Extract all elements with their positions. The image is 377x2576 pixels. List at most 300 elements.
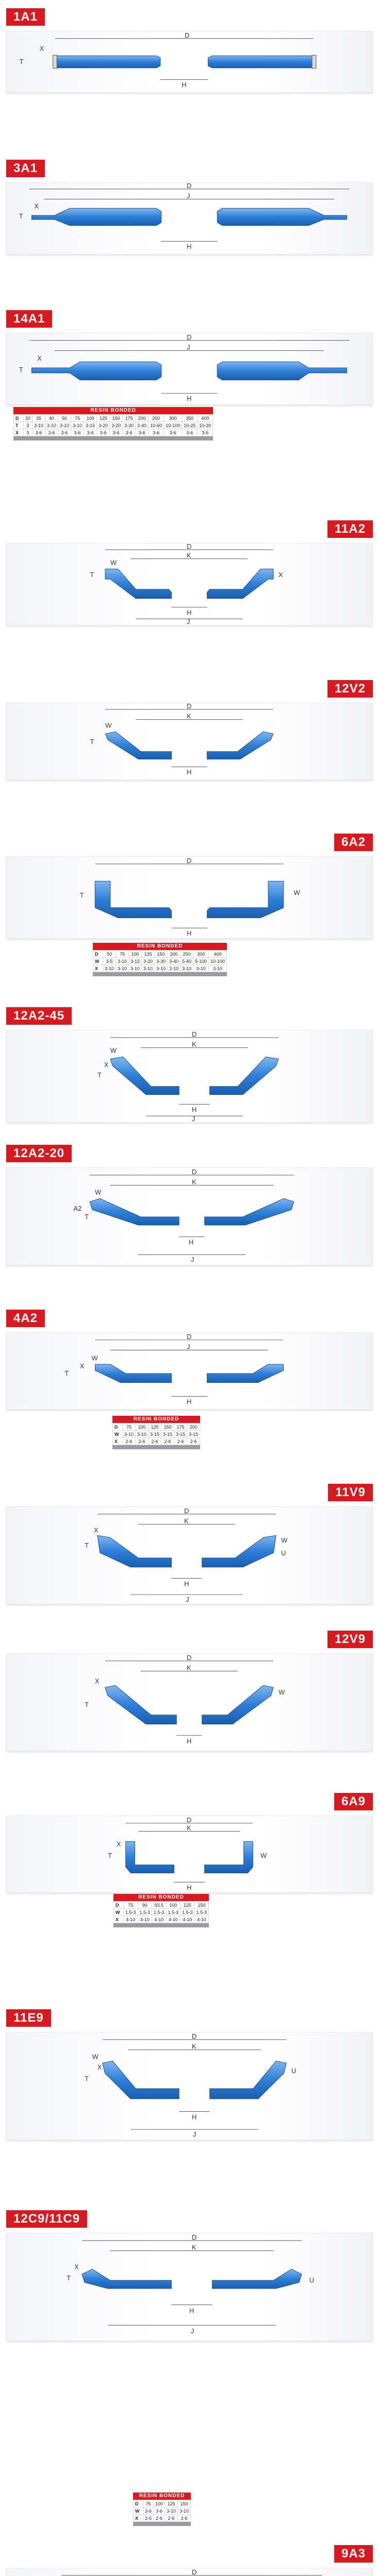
table-cell: 3-10: [178, 2507, 191, 2515]
dim-h: H: [187, 929, 192, 938]
table-cell: 4-10: [152, 1916, 167, 1923]
table-cell: 300: [164, 415, 182, 422]
table-row: [14, 422, 213, 429]
dim-k: K: [187, 1664, 191, 1672]
table-cell: 3-5: [103, 958, 116, 965]
table-cell: 10-25: [182, 422, 198, 429]
section-12v2: [0, 680, 377, 783]
resin-bonded-table: [112, 1416, 200, 1449]
table-footer-bar: [112, 1445, 200, 1449]
dim-x: X: [74, 2263, 79, 2271]
table-cell: 2-6: [161, 1438, 174, 1445]
diagram-panel: [6, 2568, 373, 2576]
diagram-panel: [6, 1816, 373, 1893]
dim-a2: A2: [73, 1205, 82, 1213]
wheel-type-label: 11A2: [327, 520, 373, 538]
table-cell: 3-6: [58, 429, 71, 436]
table-cell: 2-6: [178, 2515, 191, 2522]
table-cell: 125: [165, 2500, 178, 2507]
row-label: D: [14, 415, 24, 422]
resin-bonded-table: [113, 1894, 209, 1927]
dim-x: X: [37, 354, 42, 363]
table-cell: 4-10: [194, 1916, 209, 1923]
table-cell: 2-6: [154, 2515, 165, 2522]
table-cell: 3-6: [97, 429, 110, 436]
wheel-diagram-12c9-11c9: [7, 2233, 372, 2341]
dim-u: U: [291, 2067, 297, 2075]
table-cell: 150: [161, 1423, 174, 1431]
table-cell: 3-20: [142, 958, 155, 965]
table-cell: 3-15: [149, 1431, 161, 1438]
table-cell: 3-10: [155, 965, 168, 972]
dim-j: J: [192, 2130, 196, 2139]
dim-x: X: [34, 202, 39, 210]
dim-t: T: [64, 1369, 69, 1377]
dim-t: T: [85, 1541, 89, 1550]
dim-u: U: [281, 1549, 286, 1557]
dim-w: W: [91, 1354, 98, 1362]
table-cell: 75: [124, 1902, 138, 1909]
dim-x: X: [93, 1526, 99, 1534]
table-cell: 4-10: [181, 1916, 195, 1923]
wheel-diagram-1a1: [7, 31, 372, 92]
table-cell: 2-6: [123, 1438, 136, 1445]
dim-h: H: [187, 395, 192, 403]
dim-h: H: [182, 81, 187, 89]
spec-table: [133, 2500, 191, 2522]
table-cell: 300: [193, 951, 209, 958]
table-cell: 3-10: [193, 965, 209, 972]
dim-w: W: [293, 889, 300, 897]
dim-t: T: [85, 1700, 89, 1708]
table-cell: 150: [155, 951, 168, 958]
dim-w: W: [105, 721, 112, 730]
table-footer-bar: [13, 436, 213, 440]
diagram-panel: [6, 1167, 373, 1265]
table-row: [114, 1916, 209, 1923]
table-cell: 3-10: [116, 958, 129, 965]
dim-k: K: [187, 1824, 191, 1832]
dim-d: D: [184, 1507, 189, 1515]
dim-w: W: [281, 1536, 288, 1545]
wheel-type-label: 3A1: [6, 160, 45, 177]
table-cell: 1.5-3: [181, 1909, 195, 1916]
table-row: [113, 1438, 200, 1445]
table-cell: 1.5-3: [152, 1909, 167, 1916]
wheel-diagram-11v9: [7, 1507, 372, 1604]
table-cell: 200: [168, 951, 181, 958]
dim-w: W: [94, 1188, 102, 1196]
table-cell: 3-10: [165, 2507, 178, 2515]
table-cell: 3-15: [174, 1431, 187, 1438]
table-row: [14, 429, 213, 436]
dim-w: W: [110, 1046, 117, 1055]
table-cell: 1.5-3: [124, 1909, 138, 1916]
diagram-panel: [6, 333, 373, 405]
table-cell: 4-10: [166, 1916, 181, 1923]
table-cell: 3-6: [154, 2507, 165, 2515]
spec-table: [93, 950, 227, 972]
table-cell: 3-40: [168, 958, 181, 965]
table-cell: 3: [24, 429, 32, 436]
table-footer-bar: [113, 1923, 209, 1927]
section-12v9: [0, 1631, 377, 1754]
table-row: [113, 1431, 200, 1438]
table-row: [93, 951, 227, 958]
row-label: X: [114, 1916, 124, 1923]
table-cell: 3-10: [129, 965, 142, 972]
table-footer-bar: [93, 972, 227, 976]
table-cell: 50: [103, 951, 116, 958]
section-11e9: [0, 2009, 377, 2143]
dim-j: J: [190, 1256, 194, 1264]
row-label: D: [114, 1902, 124, 1909]
table-cell: 3-10: [181, 965, 193, 972]
table-cell: 75: [123, 1423, 136, 1431]
dim-j: J: [187, 343, 190, 351]
wheel-type-label: 6A2: [334, 834, 373, 851]
table-cell: 150: [194, 1902, 209, 1909]
section-6a2: [0, 834, 377, 942]
table-cell: 3-6: [32, 429, 45, 436]
section-4a2: [0, 1310, 377, 1413]
dim-h: H: [184, 1580, 189, 1588]
dim-t: T: [19, 365, 23, 374]
resin-bonded-table: [133, 2493, 191, 2526]
dim-x: X: [278, 571, 283, 579]
table-cell: 3-15: [129, 958, 142, 965]
wheel-diagram-6a9: [7, 1816, 372, 1892]
table-cell: 200: [136, 415, 149, 422]
table-cell: 2-6: [136, 1438, 149, 1445]
wheel-diagram-4a2: [7, 1333, 372, 1409]
table-row: [93, 965, 227, 972]
dim-x: X: [79, 1362, 85, 1370]
dim-d: D: [191, 1168, 197, 1176]
table-cell: 3-10: [58, 422, 71, 429]
table-title: RESIN BONDED: [113, 1894, 209, 1901]
dim-d: D: [191, 2032, 197, 2040]
dim-x: X: [94, 1677, 100, 1685]
table-cell: 100: [136, 1423, 149, 1431]
diagram-panel: [6, 1332, 373, 1410]
dim-d: D: [191, 2568, 197, 2576]
row-label: D: [113, 1423, 123, 1431]
table-cell: 3-40: [136, 422, 149, 429]
dim-h: H: [191, 1106, 197, 1114]
dim-d: D: [187, 703, 192, 710]
diagram-panel: [6, 703, 373, 780]
diagram-panel: [6, 1653, 373, 1751]
wheel-diagram-12a2-45: [7, 1030, 372, 1122]
dim-t: T: [108, 1851, 112, 1859]
dim-h: H: [189, 1238, 194, 1246]
dim-t: T: [85, 1212, 89, 1221]
section-12a2-45: [0, 1007, 377, 1126]
dim-d: D: [191, 1030, 197, 1038]
table-cell: 93.5: [152, 1902, 167, 1909]
row-label: X: [113, 1438, 123, 1445]
section-3a1: [0, 160, 377, 258]
table-cell: 350: [182, 415, 198, 422]
dim-h: H: [187, 608, 192, 617]
table-cell: 175: [123, 415, 136, 422]
table-row: [114, 1909, 209, 1916]
row-label: X: [134, 2515, 143, 2522]
diagram-panel: [6, 31, 373, 93]
table-cell: 75: [116, 951, 129, 958]
section-14a1: [0, 310, 377, 408]
table-cell: 100: [84, 415, 97, 422]
wheel-type-label: 12V9: [327, 1631, 373, 1648]
table-cell: 3-6: [149, 429, 164, 436]
table-cell: 3-6: [198, 429, 213, 436]
dim-t: T: [79, 891, 84, 899]
table-cell: 5-40: [181, 958, 193, 965]
section-6a9: [0, 1793, 377, 1896]
row-label: X: [14, 429, 24, 436]
table-cell: 100: [129, 951, 142, 958]
diagram-panel: [6, 2233, 373, 2341]
wheel-diagram-14a1: [7, 333, 372, 404]
diagram-panel: [6, 856, 373, 939]
row-label: W: [113, 1431, 123, 1438]
table-cell: 3-15: [84, 422, 97, 429]
table-cell: 3-15: [187, 1431, 200, 1438]
wheel-type-label: 12C9/11C9: [6, 2210, 87, 2228]
table-row: [134, 2507, 191, 2515]
resin-bonded-table: [93, 943, 227, 976]
dim-j: J: [190, 2327, 194, 2335]
table-cell: 150: [178, 2500, 191, 2507]
table-cell: 10-60: [149, 422, 164, 429]
dim-x: X: [104, 1061, 109, 1069]
section-11a2: [0, 520, 377, 629]
table-cell: 75: [71, 415, 84, 422]
table-cell: 400: [198, 415, 213, 422]
wheel-type-label: 11E9: [6, 2009, 51, 2027]
table-footer-bar: [133, 2522, 191, 2526]
table-cell: 2-10: [168, 965, 181, 972]
table-cell: 100: [154, 2500, 165, 2507]
table-cell: 3-10: [136, 1431, 149, 1438]
section-11v9: [0, 1484, 377, 1607]
table-cell: 3-6: [110, 429, 123, 436]
table-cell: 4-10: [124, 1916, 138, 1923]
dim-j: J: [187, 618, 190, 625]
dim-d: D: [187, 544, 192, 550]
table-cell: 1.5-3: [138, 1909, 152, 1916]
row-label: X: [93, 965, 103, 972]
table-title: RESIN BONDED: [93, 943, 227, 950]
row-label: W: [114, 1909, 124, 1916]
table-cell: 2-6: [143, 2515, 154, 2522]
table-cell: 125: [97, 415, 110, 422]
dim-k: K: [191, 2042, 196, 2050]
dim-h: H: [187, 768, 192, 776]
wheel-diagram-11e9: [7, 2032, 372, 2140]
dim-h: H: [187, 1398, 192, 1406]
wheel-diagram-3a1: [7, 183, 372, 254]
diagram-panel: [6, 543, 373, 625]
wheel-diagram-12v9: [7, 1654, 372, 1751]
table-cell: 125: [149, 1423, 161, 1431]
dim-t: T: [90, 571, 94, 579]
table-cell: 3-6: [136, 429, 149, 436]
table-cell: 3-15: [161, 1431, 174, 1438]
dim-k: K: [187, 551, 191, 560]
table-cell: 175: [174, 1423, 187, 1431]
spec-table: [13, 414, 213, 436]
table-cell: 250: [181, 951, 193, 958]
table-cell: 5-100: [193, 958, 209, 965]
table-cell: 3-10: [71, 422, 84, 429]
dim-t: T: [90, 737, 94, 745]
dim-t: T: [19, 212, 23, 220]
resin-bonded-table: [13, 407, 213, 440]
table-cell: 75: [143, 2500, 154, 2507]
wheel-type-label: 4A2: [6, 1310, 45, 1327]
row-label: T: [14, 422, 24, 429]
wheel-diagram-12a2-20: [7, 1168, 372, 1265]
table-row: [14, 415, 213, 422]
table-row: [134, 2515, 191, 2522]
section-12a2-20: [0, 1145, 377, 1268]
table-cell: 3-20: [97, 422, 110, 429]
table-cell: 200: [187, 1423, 200, 1431]
table-cell: 3-6: [143, 2507, 154, 2515]
row-label: D: [134, 2500, 143, 2507]
dim-w: W: [278, 1688, 285, 1697]
spec-table: [113, 1901, 209, 1923]
table-row: [93, 958, 227, 965]
dim-t: T: [67, 2274, 71, 2282]
table-cell: 3-10: [116, 965, 129, 972]
table-cell: 3-10: [209, 965, 227, 972]
section-12c9-11c9: [0, 2210, 377, 2344]
dim-h: H: [187, 1884, 192, 1892]
table-title: RESIN BONDED: [13, 407, 213, 414]
wheel-diagram-9a3: [7, 2568, 372, 2576]
wheel-diagram-6a2: [7, 857, 372, 938]
table-cell: 3-30: [123, 422, 136, 429]
diagram-panel: [6, 1506, 373, 1604]
diagram-panel: [6, 2032, 373, 2140]
table-cell: 3-10: [45, 422, 58, 429]
row-label: W: [134, 2507, 143, 2515]
dim-j: J: [187, 192, 190, 200]
wheel-type-label: 12V2: [327, 680, 373, 698]
section-9a3: [0, 2545, 377, 2576]
wheel-type-label: 1A1: [6, 8, 45, 26]
wheel-type-label: 9A3: [334, 2545, 373, 2563]
wheel-type-label: 12A2-20: [6, 1145, 72, 1162]
dim-t: T: [97, 1071, 102, 1079]
dim-t: T: [19, 57, 24, 65]
dim-w: W: [260, 1851, 267, 1859]
table-cell: 3-6: [164, 429, 182, 436]
dim-k: K: [191, 2243, 196, 2251]
dim-h: H: [189, 2307, 194, 2315]
table-cell: 150: [110, 415, 123, 422]
section-1a1: [0, 8, 377, 96]
dim-k: K: [184, 1517, 189, 1525]
dim-d: D: [187, 857, 192, 865]
table-cell: 20: [24, 415, 32, 422]
table-cell: 3-10: [103, 965, 116, 972]
table-cell: 3-6: [123, 429, 136, 436]
table-row: [114, 1902, 209, 1909]
dim-w: W: [92, 2053, 99, 2061]
dim-j: J: [186, 1596, 189, 1604]
table-cell: 125: [181, 1902, 195, 1909]
table-cell: 125: [142, 951, 155, 958]
table-cell: 90: [138, 1902, 152, 1909]
dim-d: D: [185, 31, 190, 39]
dim-d: D: [187, 1654, 192, 1662]
dim-t: T: [84, 2075, 89, 2083]
table-cell: 3-6: [182, 429, 198, 436]
dim-k: K: [191, 1178, 196, 1186]
dim-h: H: [191, 2113, 197, 2121]
dim-k: K: [191, 1040, 196, 1048]
dim-j: J: [187, 1343, 190, 1351]
spec-table: [112, 1423, 200, 1445]
table-cell: 1.5-3: [194, 1909, 209, 1916]
table-cell: 4-10: [138, 1916, 152, 1923]
table-cell: 1.5-3: [166, 1909, 181, 1916]
dim-h: H: [187, 243, 192, 251]
table-cell: 100: [166, 1902, 181, 1909]
dim-x: X: [39, 44, 44, 53]
diagram-panel: [6, 182, 373, 255]
dim-w: W: [110, 558, 117, 567]
table-cell: 3-6: [45, 429, 58, 436]
dim-j: J: [191, 1115, 195, 1122]
diagram-panel: [6, 1030, 373, 1123]
row-label: W: [93, 958, 103, 965]
dim-x: X: [97, 2063, 102, 2071]
dim-d: D: [187, 183, 192, 190]
table-cell: 3-30: [155, 958, 168, 965]
dim-u: U: [309, 2276, 315, 2284]
wheel-type-label: 14A1: [6, 310, 52, 328]
table-cell: 250: [149, 415, 164, 422]
row-label: D: [93, 951, 103, 958]
table-cell: 2-6: [149, 1438, 161, 1445]
dim-d: D: [187, 333, 192, 341]
dim-d: D: [191, 2233, 197, 2241]
table-cell: 3-10: [123, 1431, 136, 1438]
wheel-type-label: 6A9: [334, 1793, 373, 1810]
table-cell: 2-6: [174, 1438, 187, 1445]
table-cell: 2-6: [187, 1438, 200, 1445]
table-cell: 3-20: [110, 422, 123, 429]
table-cell: 3-6: [84, 429, 97, 436]
dim-d: D: [187, 1816, 192, 1824]
table-cell: 3-6: [71, 429, 84, 436]
dim-d: D: [187, 1333, 192, 1341]
table-cell: 3-10: [142, 965, 155, 972]
table-cell: 40: [45, 415, 58, 422]
table-cell: 3: [24, 422, 32, 429]
dim-h: H: [187, 1737, 192, 1745]
wheel-diagram-12v2: [7, 703, 372, 779]
wheel-diagram-11a2: [7, 544, 372, 625]
table-title: RESIN BONDED: [112, 1416, 200, 1423]
dim-k: K: [187, 712, 191, 720]
table-cell: 10-100: [164, 422, 182, 429]
